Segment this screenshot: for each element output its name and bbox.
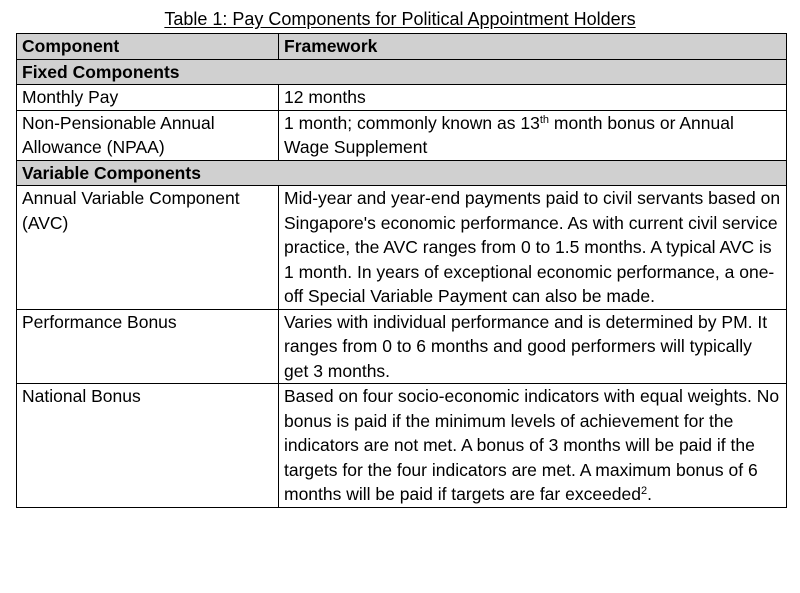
table-row [17, 186, 787, 310]
table-row [17, 384, 787, 508]
component-cell: Non-Pensionable Annual Allowance (NPAA) [17, 110, 279, 160]
section-label-fixed: Fixed Components [17, 59, 787, 85]
superscript: th [539, 113, 550, 126]
framework-cell [279, 110, 787, 160]
table-caption: Table 1: Pay Components for Political Appointment Holders [164, 9, 636, 29]
table-row [17, 309, 787, 384]
framework-text: . [647, 484, 652, 504]
column-header-component: Component [17, 34, 279, 60]
framework-cell [279, 384, 787, 508]
table-row [17, 110, 787, 160]
table-header-row [17, 34, 787, 60]
framework-text: Based on four socio-economic indicators with equal weights. No bonus is paid if the minimum levels of achievement for the indicators are not met. A bonus of 3 months will be paid if the targets for the four indicators are met. A maximum bonus of 6 months will be paid if targets are far exceeded [284, 386, 780, 504]
component-cell: Annual Variable Component (AVC) [17, 186, 279, 310]
footnote-marker: 2 [641, 485, 648, 497]
component-cell: Monthly Pay [17, 85, 279, 111]
section-row-variable [17, 160, 787, 186]
framework-cell: Varies with individual performance and is determined by PM. It ranges from 0 to 6 months and good performers will typically get 3 months. [279, 309, 787, 384]
component-cell: Performance Bonus [17, 309, 279, 384]
section-row-fixed [17, 59, 787, 85]
section-label-variable: Variable Components [17, 160, 787, 186]
table-row [17, 85, 787, 111]
framework-text: 1 month; commonly known as 13 [284, 112, 540, 133]
framework-cell: Mid-year and year-end payments paid to civil servants based on Singapore's economic performance. As with current civil service practice, the AVC ranges from 0 to 1.5 months. A typical AVC is 1 month. In years of exceptional economic performance, a one-off Special Variable Payment can also be made. [279, 186, 787, 310]
column-header-framework: Framework [279, 34, 787, 60]
pay-components-table [16, 33, 787, 508]
framework-cell: 12 months [279, 85, 787, 111]
component-cell: National Bonus [17, 384, 279, 508]
framework-text: month bonus or Annual Wage Supplement [284, 112, 734, 157]
